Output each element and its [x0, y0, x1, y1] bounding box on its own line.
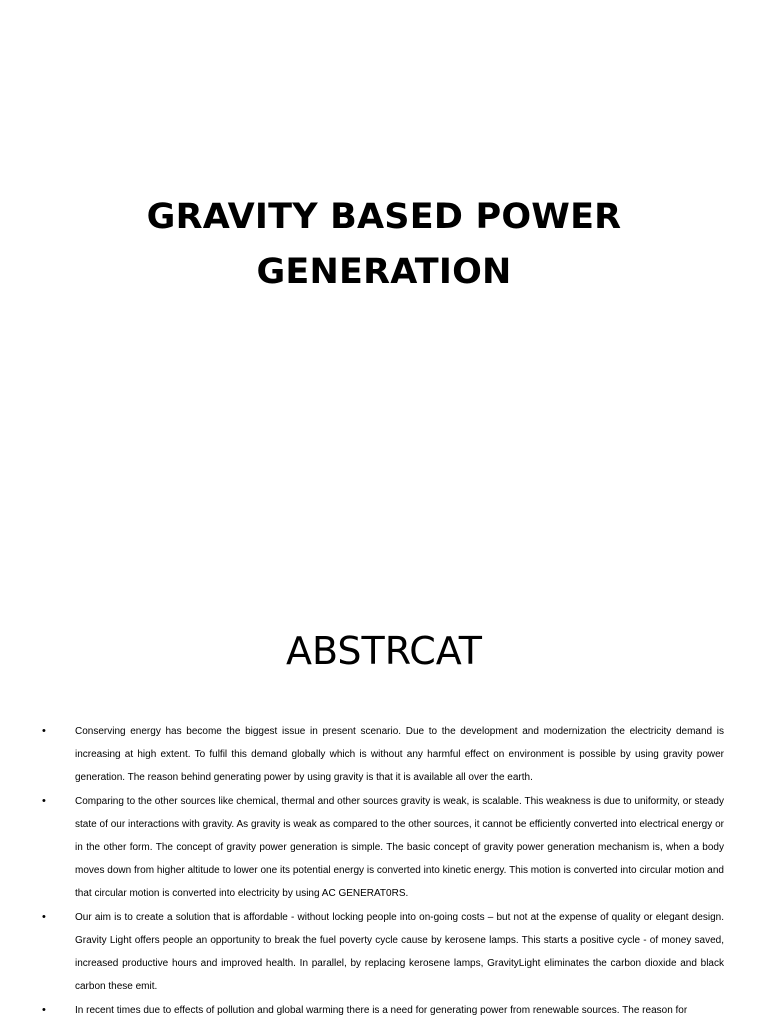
- bullet-text: Our aim is to create a solution that is affordable - without locking people into on-going costs – but not at the expense of quality or elegant design. Gravity Light offers people an opportunity to break the fuel poverty cycle cause by kerosene lamps. This starts a positive cycle - of money saved, increased productive hours and improved health. In parallel, by replacing kerosene lamps, GravityLight eliminates the carbon dioxide and black carbon these emit.: [75, 912, 724, 992]
- abstract-heading: ABSTRCAT: [285, 629, 483, 673]
- bullet-text: Comparing to the other sources like chemical, thermal and other sources gravity is weak, is scalable. This weakness is due to uniformity, or steady state of our interactions with gravity. As gravity is weak as compared to the other sources, it cannot be efficiently converted into electrical energy or in the other form. The concept of gravity power generation is simple. The basic concept of gravity power generation mechanism is, when a body moves down from higher altitude to lower one its potential energy is converted into kinetic energy. This motion is converted into circular motion and that circular motion is converted into electricity by using AC GENERAT0RS.: [75, 796, 724, 899]
- bullet-item: [40, 906, 724, 998]
- title-line-2: GENERATION: [256, 252, 512, 292]
- bullet-dot-icon: •: [42, 1004, 46, 1016]
- bullet-item: [40, 790, 724, 905]
- bullet-text: Conserving energy has become the biggest issue in present scenario. Due to the development and modernization the electricity demand is increasing at high extent. To fulfil this demand globally which is without any harmful effect on environment is possible by using gravity power generation. The reason behind generating power by using gravity is that it is available all over the earth.: [75, 726, 724, 783]
- bullet-item: [40, 720, 724, 789]
- title-line-1: GRAVITY BASED POWER: [146, 197, 622, 237]
- bullet-dot-icon: •: [42, 725, 46, 737]
- bullet-dot-icon: •: [42, 911, 46, 923]
- bullet-text: In recent times due to effects of pollution and global warming there is a need for generating power from renewable sources. The reason for: [75, 1005, 688, 1016]
- bullet-item: [40, 999, 724, 1022]
- bullet-dot-icon: •: [42, 795, 46, 807]
- abstract-bullet-list: [40, 720, 724, 1023]
- document-title: [0, 190, 768, 300]
